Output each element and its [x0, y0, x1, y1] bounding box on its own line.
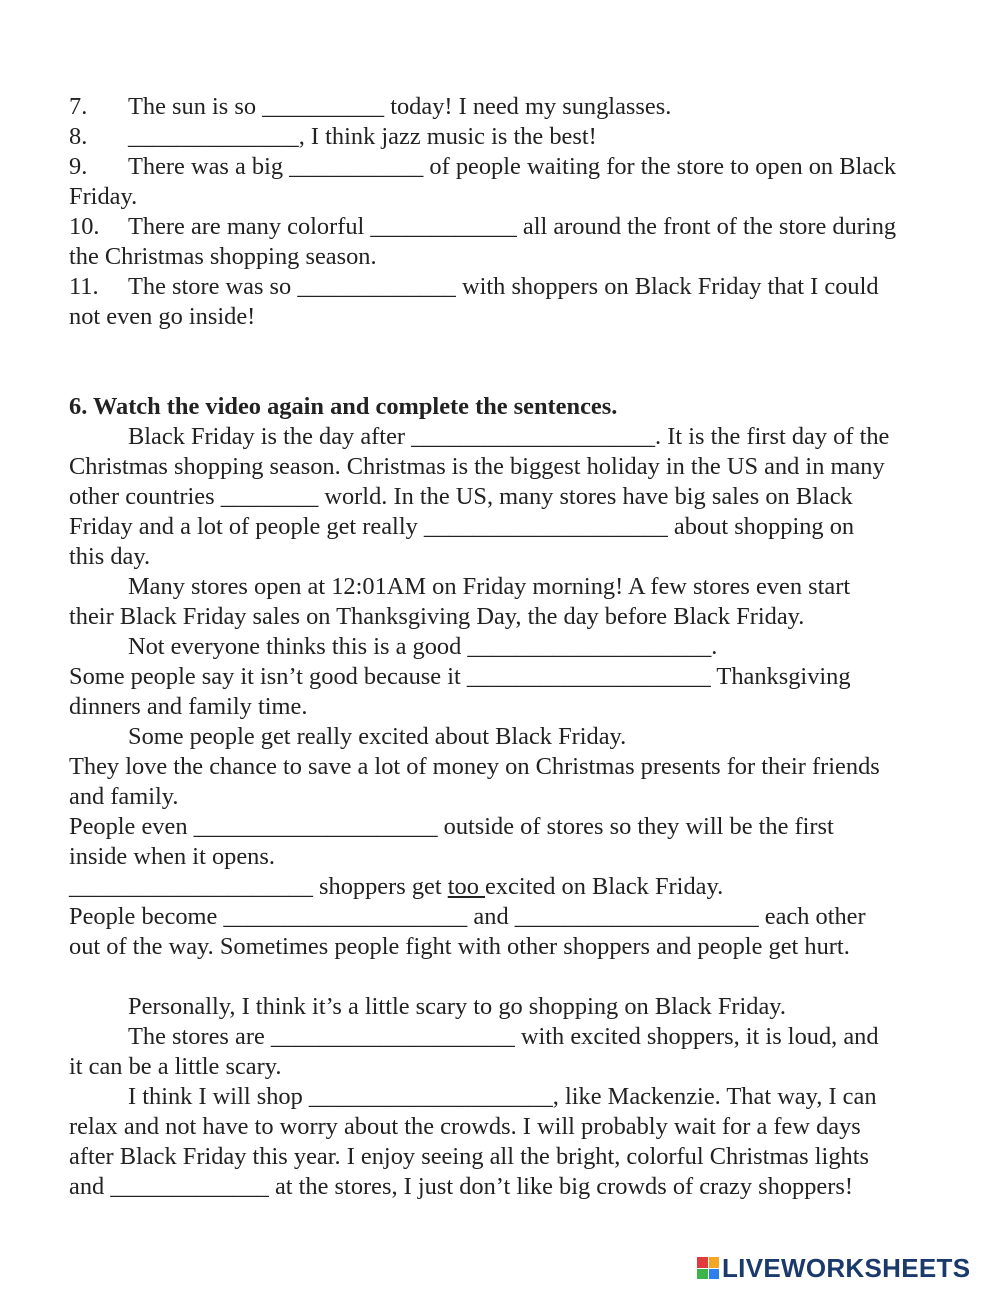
passage-line [69, 872, 954, 902]
passage-line [69, 1022, 954, 1052]
passage-line: and _____________ at the stores, I just don’t like big crowds of crazy shoppers! [69, 1173, 853, 1200]
item-11 [69, 272, 954, 302]
item-8 [69, 122, 954, 152]
passage-line: Christmas shopping season. Christmas is the biggest holiday in the US and in many [69, 453, 885, 480]
logo-block [709, 1257, 720, 1268]
passage-line: their Black Friday sales on Thanksgiving Day, the day before Black Friday. [69, 603, 805, 630]
passage-line: after Black Friday this year. I enjoy seeing all the bright, colorful Christmas lights [69, 1143, 869, 1170]
item-text: There was a big ___________ of people waiting for the store to open on Black [128, 153, 897, 180]
passage-text: Not everyone thinks this is a good ____________________. [128, 633, 718, 660]
item-text: ______________, I think jazz music is the best! [128, 123, 597, 150]
passage-text: Black Friday is the day after ____________________. It is the first day of the [128, 423, 890, 450]
passage-line: this day. [69, 543, 151, 570]
passage-line [69, 722, 954, 752]
passage-text: Many stores open at 12:01AM on Friday morning! A few stores even start [128, 573, 851, 600]
passage-text: I think I will shop ____________________, like Mackenzie. That way, I can [128, 1083, 877, 1110]
passage-line [69, 1082, 954, 1112]
logo-block [697, 1257, 708, 1268]
passage-line: People become ____________________ and ____________________ each other [69, 903, 866, 930]
passage-line: dinners and family time. [69, 693, 308, 720]
passage-line: it can be a little scary. [69, 1053, 282, 1080]
passage-line: Some people say it isn’t good because it ____________________ Thanksgiving [69, 663, 851, 690]
item-number: 8. [69, 123, 88, 150]
passage-line: They love the chance to save a lot of money on Christmas presents for their friends [69, 753, 880, 780]
item-11-continued: not even go inside! [69, 303, 256, 330]
liveworksheets-logo[interactable] [697, 1253, 970, 1283]
logo-block [709, 1269, 720, 1280]
passage-line [69, 632, 954, 662]
item-number: 11. [69, 273, 99, 300]
passage-line: other countries ________ world. In the US, many stores have big sales on Black [69, 483, 853, 510]
spacer [69, 332, 954, 362]
item-number: 7. [69, 93, 88, 120]
logo-text: LIVEWORKSHEETS [722, 1253, 971, 1283]
item-text: The store was so _____________ with shoppers on Black Friday that I could [128, 273, 879, 300]
passage-text: Personally, I think it’s a little scary to go shopping on Black Friday. [128, 993, 787, 1020]
passage-text: ____________________ shoppers get [69, 873, 448, 900]
item-7 [69, 92, 954, 122]
spacer [69, 362, 954, 392]
item-text: The sun is so __________ today! I need my sunglasses. [128, 93, 672, 120]
passage-line: relax and not have to worry about the crowds. I will probably wait for a few days [69, 1113, 861, 1140]
passage-line: and family. [69, 783, 179, 810]
passage-text: excited on Black Friday. [484, 873, 724, 900]
item-text: There are many colorful ____________ all around the front of the store during [128, 213, 897, 240]
item-9 [69, 152, 954, 182]
logo-block [697, 1269, 708, 1280]
logo-blocks-icon [697, 1257, 719, 1279]
passage-line [69, 992, 954, 1022]
passage-line [69, 572, 954, 602]
passage-line: out of the way. Sometimes people fight with other shoppers and people get hurt. [69, 933, 850, 960]
item-number: 9. [69, 153, 88, 180]
passage-text: The stores are ____________________ with excited shoppers, it is loud, and [128, 1023, 879, 1050]
passage-line [69, 422, 954, 452]
underlined-word: too [447, 873, 485, 900]
item-10 [69, 212, 954, 242]
passage-line: inside when it opens. [69, 843, 275, 870]
worksheet-page [69, 92, 954, 1202]
spacer [69, 962, 954, 992]
passage-line: People even ____________________ outside of stores so they will be the first [69, 813, 834, 840]
item-9-continued: Friday. [69, 183, 138, 210]
passage-line: Friday and a lot of people get really ____________________ about shopping on [69, 513, 855, 540]
exercise-6-heading: 6. Watch the video again and complete the sentences. [69, 393, 618, 420]
passage-text: Some people get really excited about Black Friday. [128, 723, 627, 750]
item-10-continued: the Christmas shopping season. [69, 243, 377, 270]
item-number: 10. [69, 213, 100, 240]
